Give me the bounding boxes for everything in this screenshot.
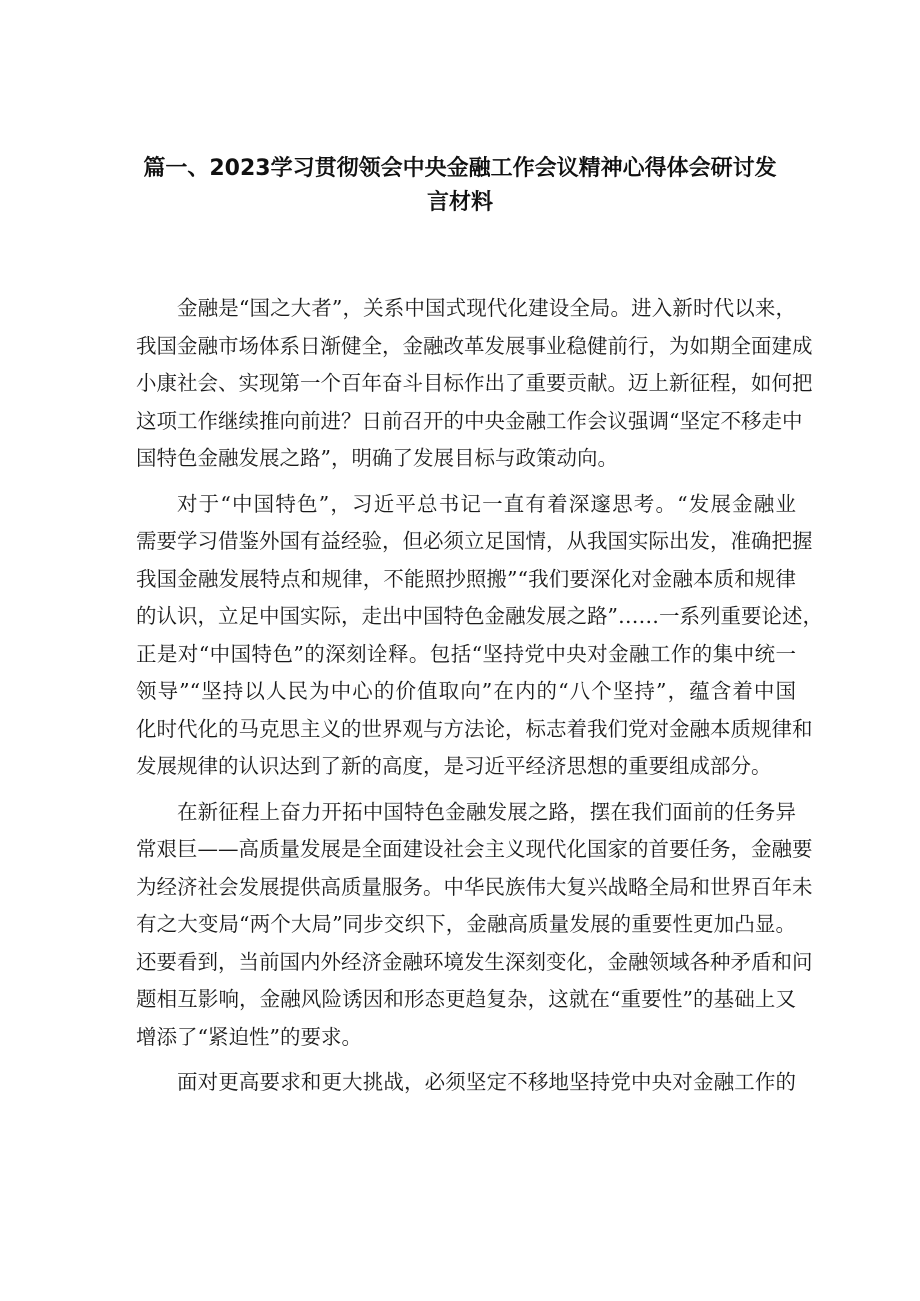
text-line: 正是对“中国特色”的深刻诠释。包括“坚持党中央对金融工作的集中统一 xyxy=(136,641,796,666)
text-line: 领导”“坚持以人民为中心的价值取向”在内的“八个坚持”，蕴含着中国 xyxy=(136,679,796,703)
text-line: 发展规律的认识达到了新的高度，是习近平经济思想的重要组成部分。 xyxy=(136,754,772,778)
paragraph-1 xyxy=(136,290,813,478)
text-line: 金融是“国之大者”，关系中国式现代化建设全局。进入新时代以来， xyxy=(177,296,796,320)
text-line: 国特色金融发展之路”，明确了发展目标与政策动向。 xyxy=(136,446,618,470)
text-line: 有之大变局“两个大局”同步交织下，金融高质量发展的重要性更加凸显。 xyxy=(136,912,796,936)
paragraph-4 xyxy=(136,1064,796,1102)
text-line: 面对更高要求和更大挑战，必须坚定不移地坚持党中央对金融工作的 xyxy=(177,1070,796,1094)
text-line: 还要看到，当前国内外经济金融环境发生深刻变化，金融领域各种矛盾和问 xyxy=(136,949,813,974)
text-line: 常艰巨——高质量发展是全面建设社会主义现代化国家的首要任务，金融要 xyxy=(136,837,813,861)
text-line: 化时代化的马克思主义的世界观与方法论，标志着我们党对金融本质规律和 xyxy=(136,716,813,741)
text-line: 这项工作继续推向前进？日前召开的中央金融工作会议强调“坚定不移走中 xyxy=(136,408,803,433)
text-line: 题相互影响，金融风险诱因和形态更趋复杂，这就在“重要性”的基础上又 xyxy=(136,987,796,1011)
title-line-2: 言材料 xyxy=(426,190,493,215)
text-line: 小康社会、实现第一个百年奋斗目标作出了重要贡献。迈上新征程，如何把 xyxy=(136,371,813,395)
text-line: 增添了“紧迫性”的要求。 xyxy=(136,1024,362,1049)
text-line: 的认识，立足中国实际，走出中国特色金融发展之路”……一系列重要论述， xyxy=(136,604,823,628)
title-line-1: 篇一、2023学习贯彻领会中央金融工作会议精神心得体会研讨发 xyxy=(143,156,777,181)
paragraph-3 xyxy=(136,794,813,1057)
text-line: 对于“中国特色”，习近平总书记一直有着深邃思考。“发展金融业 xyxy=(177,491,796,516)
text-line: 我国金融市场体系日渐健全，金融改革发展事业稳健前行，为如期全面建成 xyxy=(136,333,813,358)
text-line: 需要学习借鉴外国有益经验，但必须立足国情，从我国实际出发，准确把握 xyxy=(136,529,813,553)
document-title xyxy=(120,152,800,220)
text-line: 为经济社会发展提供高质量服务。中华民族伟大复兴战略全局和世界百年未 xyxy=(136,874,813,899)
paragraph-2 xyxy=(136,486,823,786)
document-body xyxy=(136,290,823,1110)
text-line: 我国金融发展特点和规律，不能照抄照搬”“我们要深化对金融本质和规律 xyxy=(136,566,796,591)
text-line: 在新征程上奋力开拓中国特色金融发展之路，摆在我们面前的任务异 xyxy=(177,799,796,824)
